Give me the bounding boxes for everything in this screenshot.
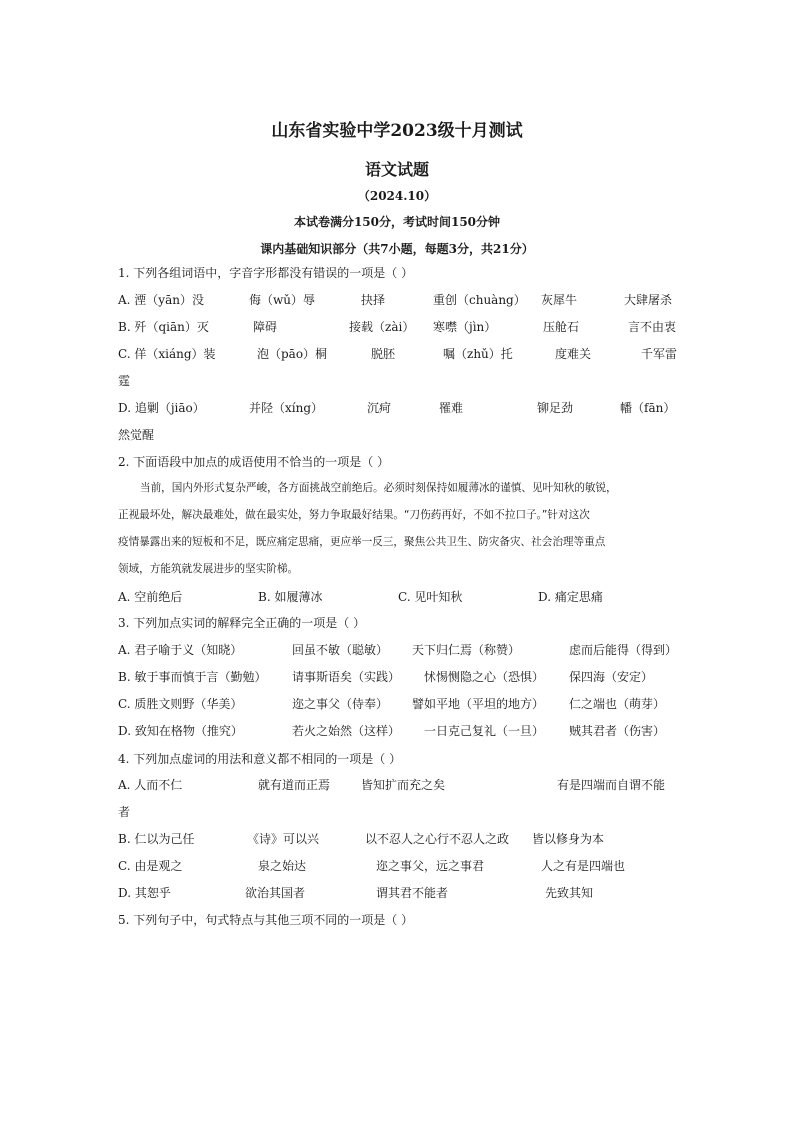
q1-option-c-item: 嘱（zhǔ）托 [443,347,513,361]
q1-option-b-label: B. 歼（qiān）灭 [118,320,209,334]
q3-option-a-item: A. 君子喻于义（知晓） [118,643,243,657]
q1-option-d-label: D. 追剿（jiāo） [118,401,205,415]
q1-option-c-item: 脱胚 [371,347,396,361]
subject-title: 语文试题 [364,160,429,179]
q4-stem: 4. 下列加点虚词的用法和意义都不相同的一项是（ ） [118,752,402,766]
q3-option-d-item: D. 致知在格物（推究） [118,724,243,738]
q3-option-a-item: 回虽不敏（聪敏） [292,643,389,657]
q2-passage-line: 领域，方能筑就发展进步的坚实阶梯。 [118,563,299,575]
q2-passage-line: 当前，国内外形式复杂严峻，各方面挑战空前绝后。必须时刻保持如履薄冰的谨慎、见叶知秋的敏锐， [140,482,617,494]
q2-stem: 2. 下面语段中加点的成语使用不恰当的一项是（ ） [118,455,390,469]
q3-option-d-item: 一日克己复礼（一旦） [424,724,545,738]
q4-option-c-item: 迩之事父，远之事君 [376,859,485,873]
q3-option-b-item: 怵惕恻隐之心（恐惧） [424,670,545,684]
q4-option-a-item: 就有道而正焉 [258,778,331,792]
q1-stem: 1. 下列各组词语中，字音字形都没有错误的一项是（ ） [118,266,414,280]
q3-option-a-item: 天下归仁焉（称赞） [412,643,521,657]
q4-option-c-item: 人之有是四端也 [541,859,626,873]
q1-option-c-item: 泡（pāo）桐 [257,347,328,361]
q1-option-a-item: 侮（wǔ）辱 [249,293,316,307]
q1-option-b-item: 压舱石 [543,320,580,334]
q3-stem: 3. 下列加点实词的解释完全正确的一项是（ ） [118,616,366,630]
q4-option-d-item: 谓其君不能者 [376,886,449,900]
q1-option-a-item: 大肆屠杀 [624,293,673,307]
exam-info: 本试卷满分150分，考试时间150分钟 [293,215,501,229]
q1-option-a-label: A. 湮（yān）没 [118,293,204,307]
q3-option-b-item: B. 敏于事而慎于言（勤勉） [118,670,267,684]
q1-option-d-item: 罹难 [439,401,464,415]
q4-option-b-item: 以不忍人之心行不忍人之政 [365,832,510,846]
q4-option-b-item: 皆以修身为本 [532,832,605,846]
q4-option-d-item: 欲治其国者 [245,886,306,900]
q4-option-d-item: 先致其知 [545,886,594,900]
q1-option-a-item: 灰犀牛 [541,293,578,307]
q1-option-c-wrap: 霆 [118,374,131,388]
q5-stem: 5. 下列句子中，句式特点与其他三项不同的一项是（ ） [118,913,414,927]
q4-option-a-wrap: 者 [118,805,131,819]
q1-option-b-item: 言不由衷 [628,320,677,334]
q2-option-d: D. 痛定思痛 [538,590,603,604]
q4-option-c-item: C. 由是观之 [118,859,183,873]
q3-option-c-item: 迩之事父（侍奉） [292,697,389,711]
q2-passage-line: 正视最坏处，解决最难处，做在最实处，努力争取最好结果。“刀伤药再好，不如不拉口子。”针对这次 [118,509,590,521]
q1-option-a-item: 重创（chuàng） [433,293,526,307]
q3-option-c-item: C. 质胜文则野（华美） [118,697,243,711]
q4-option-a-item: 有是四端而自谓不能 [557,778,666,792]
q1-option-d-item: 沉疴 [367,401,392,415]
q3-option-b-item: 请事斯语矣（实践） [292,670,401,684]
q1-option-b-item: 寒噤（jìn） [433,320,497,334]
exam-date: （2024.10） [357,189,437,203]
q1-option-b-item: 障碍 [253,320,278,334]
q1-option-d-item: 并陉（xíng） [249,401,324,415]
section-title: 课内基础知识部分（共7小题，每题3分，共21分） [260,242,534,256]
q3-option-b-item: 保四海（安定） [569,670,654,684]
q2-passage-line: 疫情暴露出来的短板和不足，既应痛定思痛，更应举一反三，聚焦公共卫生、防灾备灾、社会治理等重点 [118,536,606,548]
q3-option-d-item: 贼其君者（伤害） [569,724,666,738]
q1-option-c-item: 度难关 [555,347,592,361]
q3-option-c-item: 譬如平地（平坦的地方） [412,697,545,711]
q3-option-d-item: 若火之始然（这样） [292,724,401,738]
q1-option-d-item: 幡（fān） [620,401,676,415]
q1-option-c-label: C. 佯（xiáng）装 [118,347,216,361]
q2-option-b: B. 如履薄冰 [258,590,323,604]
q4-option-a-item: 皆知扩而充之矣 [361,778,446,792]
q1-option-b-item: 接载（zài） [349,320,415,334]
q4-option-d-item: D. 其恕乎 [118,886,171,900]
q4-option-b-item: B. 仁以为己任 [118,832,195,846]
q1-option-c-item: 千军雷 [641,347,678,361]
q2-option-c: C. 见叶知秋 [398,590,463,604]
q1-option-a-item: 抉择 [361,293,386,307]
q4-option-c-item: 泉之始达 [258,859,307,873]
q2-option-a: A. 空前绝后 [118,590,183,604]
q4-option-a-item: A. 人而不仁 [118,778,183,792]
q3-option-a-item: 虑而后能得（得到） [569,643,678,657]
q3-option-c-item: 仁之端也（萌芽） [569,697,666,711]
q1-option-d-wrap: 然觉醒 [118,428,155,442]
q4-option-b-item: 《诗》可以兴 [247,832,320,846]
q1-option-d-item: 铆足劲 [537,401,574,415]
school-title: 山东省实验中学2023级十月测试 [271,121,523,141]
